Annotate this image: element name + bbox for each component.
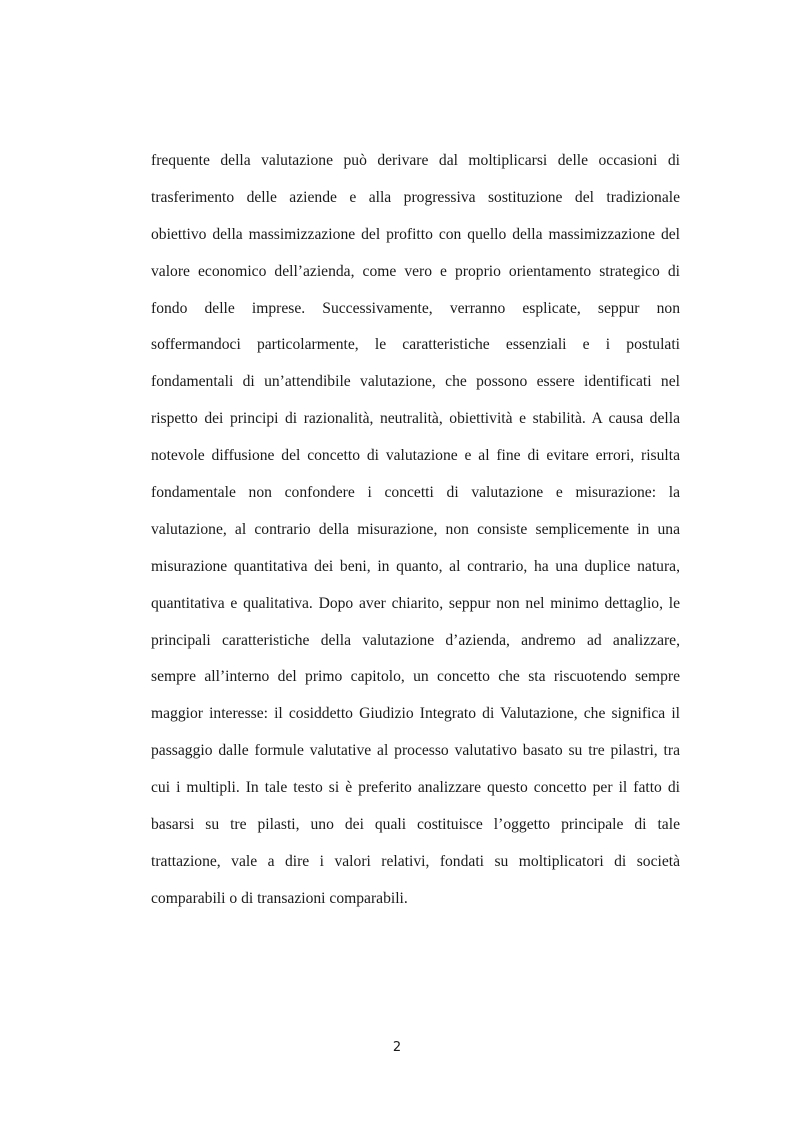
text-line: maggior interesse: il cosiddetto Giudizio Integrato di Valutazione, che significa il: [151, 705, 680, 723]
text-line: passaggio dalle formule valutative al processo valutativo basato su tre pilastri, tra: [151, 742, 680, 760]
text-line: trasferimento delle aziende e alla progressiva sostituzione del tradizionale: [151, 188, 680, 206]
text-line: principali caratteristiche della valutazione d’azienda, andremo ad analizzare,: [151, 631, 680, 649]
text-line: fondo delle imprese. Successivamente, verranno esplicate, seppur non: [151, 299, 680, 317]
text-line: frequente della valutazione può derivare dal moltiplicarsi delle occasioni di: [151, 152, 680, 169]
text-line: sempre all’interno del primo capitolo, un concetto che sta riscuotendo sempre: [151, 668, 680, 686]
text-line: misurazione quantitativa dei beni, in quanto, al contrario, ha una duplice natura,: [151, 557, 680, 575]
text-line: fondamentali di un’attendibile valutazione, che possono essere identificati nel: [151, 373, 680, 391]
body-paragraph: [151, 146, 680, 921]
text-line: notevole diffusione del concetto di valutazione e al fine di evitare errori, risulta: [151, 447, 680, 465]
text-line: obiettivo della massimizzazione del profitto con quello della massimizzazione del: [151, 225, 680, 243]
text-line: quantitativa e qualitativa. Dopo aver chiarito, seppur non nel minimo dettaglio, le: [151, 594, 680, 612]
text-line: cui i multipli. In tale testo si è preferito analizzare questo concetto per il fatto di: [151, 779, 680, 797]
text-line: comparabili o di transazioni comparabili.: [151, 889, 408, 907]
text-line: valore economico dell’azienda, come vero e proprio orientamento strategico di: [151, 262, 680, 280]
text-line: basarsi su tre pilasti, uno dei quali costituisce l’oggetto principale di tale: [151, 816, 680, 834]
text-line: fondamentale non confondere i concetti di valutazione e misurazione: la: [151, 484, 680, 502]
text-line: rispetto dei principi di razionalità, neutralità, obiettività e stabilità. A causa della: [151, 410, 680, 428]
page-number: 2: [392, 1040, 402, 1055]
text-line: valutazione, al contrario della misurazione, non consiste semplicemente in una: [151, 520, 680, 538]
text-line: trattazione, vale a dire i valori relativi, fondati su moltiplicatori di società: [151, 852, 680, 870]
text-line: soffermandoci particolarmente, le caratteristiche essenziali e i postulati: [151, 336, 680, 354]
